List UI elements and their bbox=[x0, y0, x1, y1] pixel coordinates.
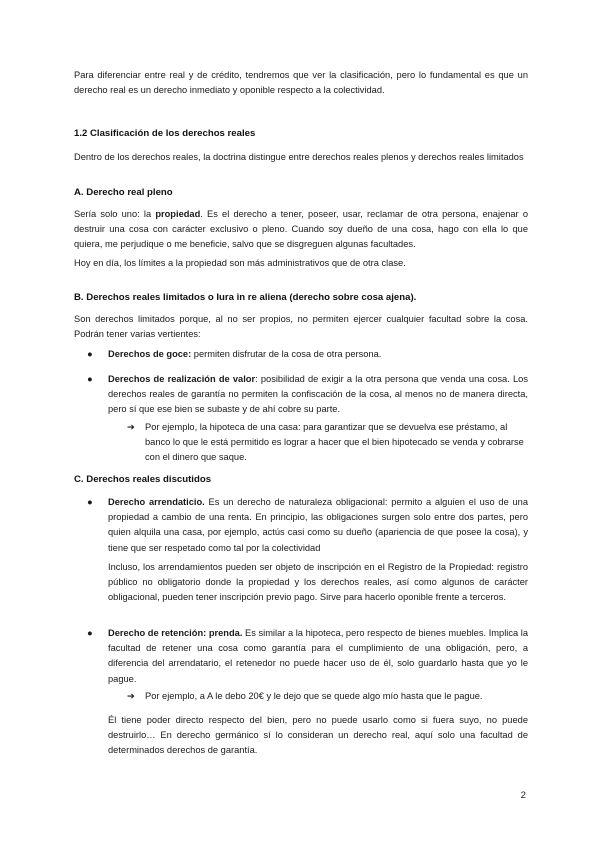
bullet-icon: ● bbox=[87, 497, 93, 507]
bullet-icon: ● bbox=[87, 374, 93, 384]
goce-text: permiten disfrutar de la cosa de otra persona. bbox=[191, 349, 382, 359]
intro-paragraph: Para diferenciar entre real y de crédito, tendremos que ver la clasificación, pero lo fundamental es que un derecho real es un derecho inmediato y oponible respecto a la colectividad. bbox=[74, 70, 528, 96]
propiedad-text-rest: . Es el derecho a tener, poseer, usar, reclamar de otra persona, enajenar o destruir una cosa con carácter exclusivo o pleno. Cuando soy dueño de una cosa, hago con ella lo que quiera, me perjudique o me beneficie, salvo que se disgreguen algunas facultades. bbox=[74, 209, 528, 250]
retencion-term: Derecho de retención: prenda. bbox=[108, 628, 243, 638]
bullet-icon: ● bbox=[87, 349, 93, 359]
retencion-text: Es similar a la hipoteca, pero respecto de bienes muebles. Implica la facultad de retener una cosa como garantía para el cumplimiento de una obligación, pero, a diferencia del arrendatario, el retenedor no puede hacer uso de él, solo guardarlo hasta que yo le pague. bbox=[108, 628, 528, 684]
heading-c-derechos-discutidos: C. Derechos reales discutidos bbox=[74, 474, 212, 485]
section-heading-1-2: 1.2 Clasificación de los derechos reales bbox=[74, 128, 256, 139]
limited-rights-paragraph: Son derechos limitados porque, al no ser propios, no permiten ejercer cualquier facultad sobre la cosa. Podrán tener varias vertientes: bbox=[74, 314, 528, 340]
bullet-derecho-retencion bbox=[87, 626, 528, 687]
propiedad-term: propiedad bbox=[155, 209, 201, 219]
page-number: 2 bbox=[520, 790, 526, 801]
heading-a-derecho-real-pleno: A. Derecho real pleno bbox=[74, 187, 173, 198]
arrendaticio-text: Es un derecho de naturaleza obligacional: permito a alguien el uso de una propiedad a cambio de una renta. En principio, las obligaciones surgen solo entre dos partes, pero quien alquila una casa, por ejemplo, actús casi como su dueño (apariencia de que posee la cosa), y tiene que ser respetado como tal por la colectividad bbox=[108, 497, 528, 553]
hipoteca-example-text: Por ejemplo, la hipoteca de una casa: para garantizar que se devuelva ese préstamo, al banco lo que le está permitido es lograr a hacer que el bien hipotecado se venda y cobrarse con el dinero que saque. bbox=[145, 422, 524, 463]
classification-paragraph: Dentro de los derechos reales, la doctrina distingue entre derechos reales plenos y derechos reales limitados bbox=[74, 152, 524, 162]
propiedad-text-start: Sería solo uno: la bbox=[74, 209, 156, 219]
arrow-right-icon: ➔ bbox=[127, 422, 135, 432]
heading-b-derechos-limitados: B. Derechos reales limitados o Iura in re aliena (derecho sobre cosa ajena). bbox=[74, 292, 417, 303]
bullet-realizacion-valor bbox=[87, 372, 528, 418]
example-prenda bbox=[127, 689, 528, 704]
propiedad-paragraph bbox=[74, 207, 528, 253]
arrendamientos-registro-paragraph: Incluso, los arrendamientos pueden ser objeto de inscripción en el Registro de la Propiedad: registro público no obligatorio donde la propiedad y los derechos reales, así como algunos de carácter obligacional, pueden tener inscripción previo pago. Sirve para hacerlo oponible frente a terceros. bbox=[108, 562, 528, 603]
bullet-derechos-goce bbox=[87, 347, 528, 362]
arrow-right-icon: ➔ bbox=[127, 691, 135, 701]
prenda-example-text: Por ejemplo, a A le debo 20€ y le dejo que se quede algo mío hasta que le pague. bbox=[145, 691, 483, 701]
goce-term: Derechos de goce: bbox=[108, 349, 192, 359]
realizacion-text: : posibilidad de exigir a la otra persona que venda una cosa. Los derechos reales de garantía no permiten la confiscación de la cosa, al menos no de manera directa, pero sí que ese bien se subaste y de ahí cobre su parte. bbox=[108, 374, 528, 415]
arrendaticio-term: Derecho arrendaticio. bbox=[108, 497, 205, 507]
retencion-note-paragraph: Él tiene poder directo respecto del bien, pero no puede usarlo como si fuera suyo, no puede destruirlo… En derecho germánico sí lo consideran un derecho real, aquí solo una facultad de determinados derechos de garantía. bbox=[108, 715, 528, 756]
limits-paragraph: Hoy en día, los límites a la propiedad son más administrativos que de otra clase. bbox=[74, 258, 406, 268]
bullet-icon: ● bbox=[87, 628, 93, 638]
bullet-derecho-arrendaticio bbox=[87, 495, 528, 556]
realizacion-term: Derechos de realización de valor bbox=[108, 374, 256, 384]
example-hipoteca bbox=[127, 420, 528, 466]
